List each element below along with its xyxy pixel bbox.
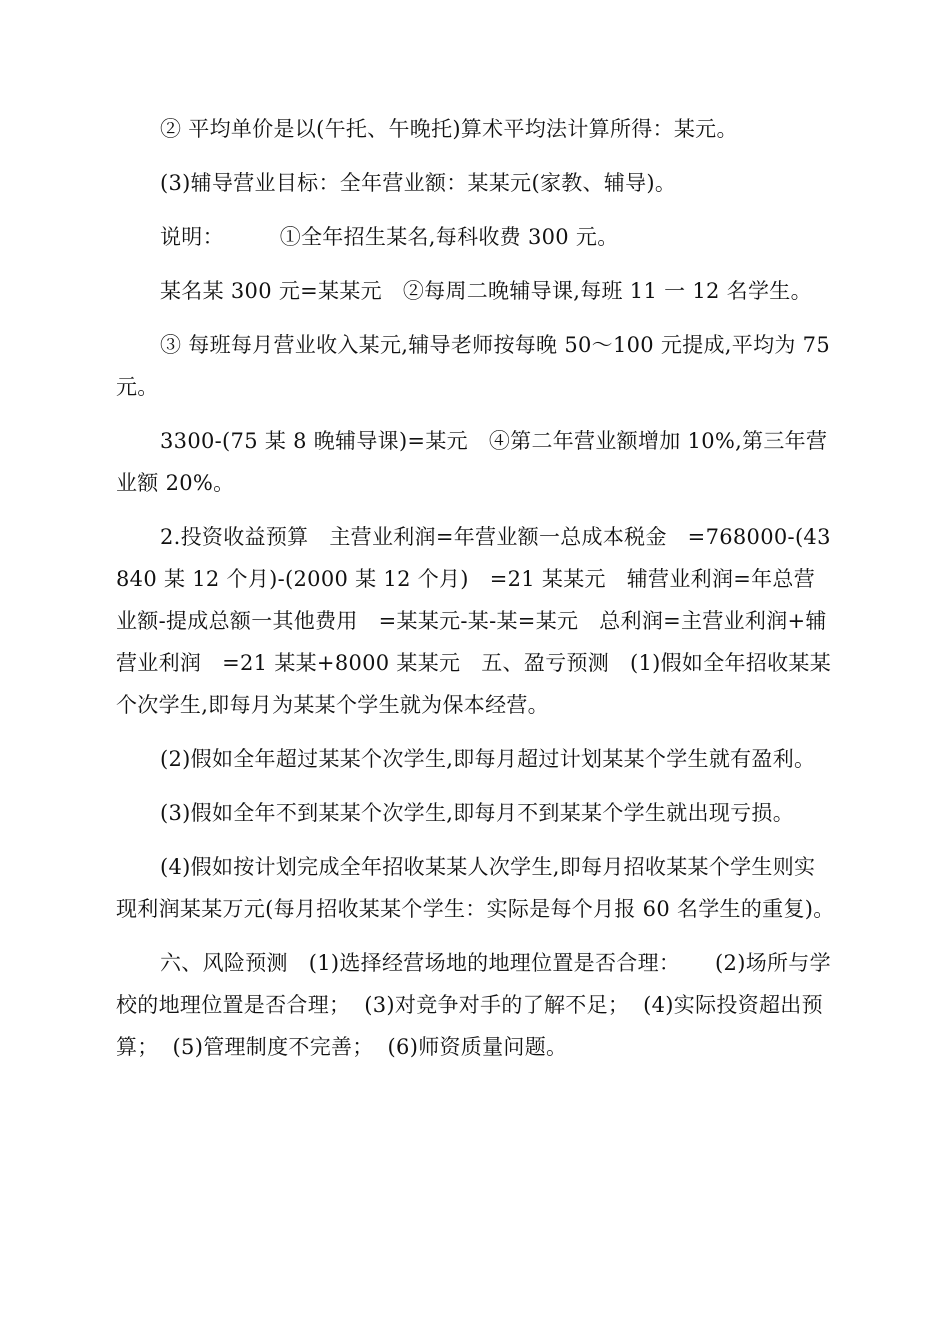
document-body [116, 108, 836, 1080]
paragraph-growth: 3300-(75 某 8 晚辅导课)=某元 ④第二年营业额增加 10%,第三年营业额 20%。 [116, 429, 828, 495]
paragraph-profit-case: (2)假如全年超过某某个次学生,即每月超过计划某某个学生就有盈利。 [160, 747, 816, 771]
paragraph-investment-budget: 2.投资收益预算 主营业利润=年营业额一总成本税金 =768000-(43840 某 12 个月)-(2000 某 12 个月) =21 某某元 辅营业利润=年总营业额-提成总额一其他费用 =某某元-某-某=某元 总利润=主营业利润+辅营业利润 =21 某某+8000 某某元 五、盈亏预测 (1)假如全年招收某某个次学生,即每月为某某个学生就为保本经营。 [116, 525, 832, 717]
paragraph-plan-case: (4)假如按计划完成全年招收某某人次学生,即每月招收某某个学生则实现利润某某万元(每月招收某某个学生：实际是每个月报 60 名学生的重复)。 [116, 855, 835, 921]
paragraph-explanation: 说明： ①全年招生某名,每科收费 300 元。 [160, 225, 619, 249]
paragraph-loss-case: (3)假如全年不到某某个次学生,即每月不到某某个学生就出现亏损。 [160, 801, 795, 825]
paragraph-average-price: ② 平均单价是以(午托、午晚托)算术平均法计算所得：某元。 [160, 117, 738, 141]
paragraph-monthly-income: ③ 每班每月营业收入某元,辅导老师按每晚 50～100 元提成,平均为 75 元。 [116, 333, 837, 399]
paragraph-risk-forecast: 六、风险预测 (1)选择经营场地的地理位置是否合理： (2)场所与学校的地理位置是否合理； (3)对竞争对手的了解不足； (4)实际投资超出预算； (5)管理制度不完善； (6)师资质量问题。 [116, 951, 831, 1059]
paragraph-tutoring-target: (3)辅导营业目标：全年营业额：某某元(家教、辅导)。 [160, 171, 677, 195]
paragraph-fee-calc: 某名某 300 元=某某元 ②每周二晚辅导课,每班 11 一 12 名学生。 [160, 279, 812, 303]
